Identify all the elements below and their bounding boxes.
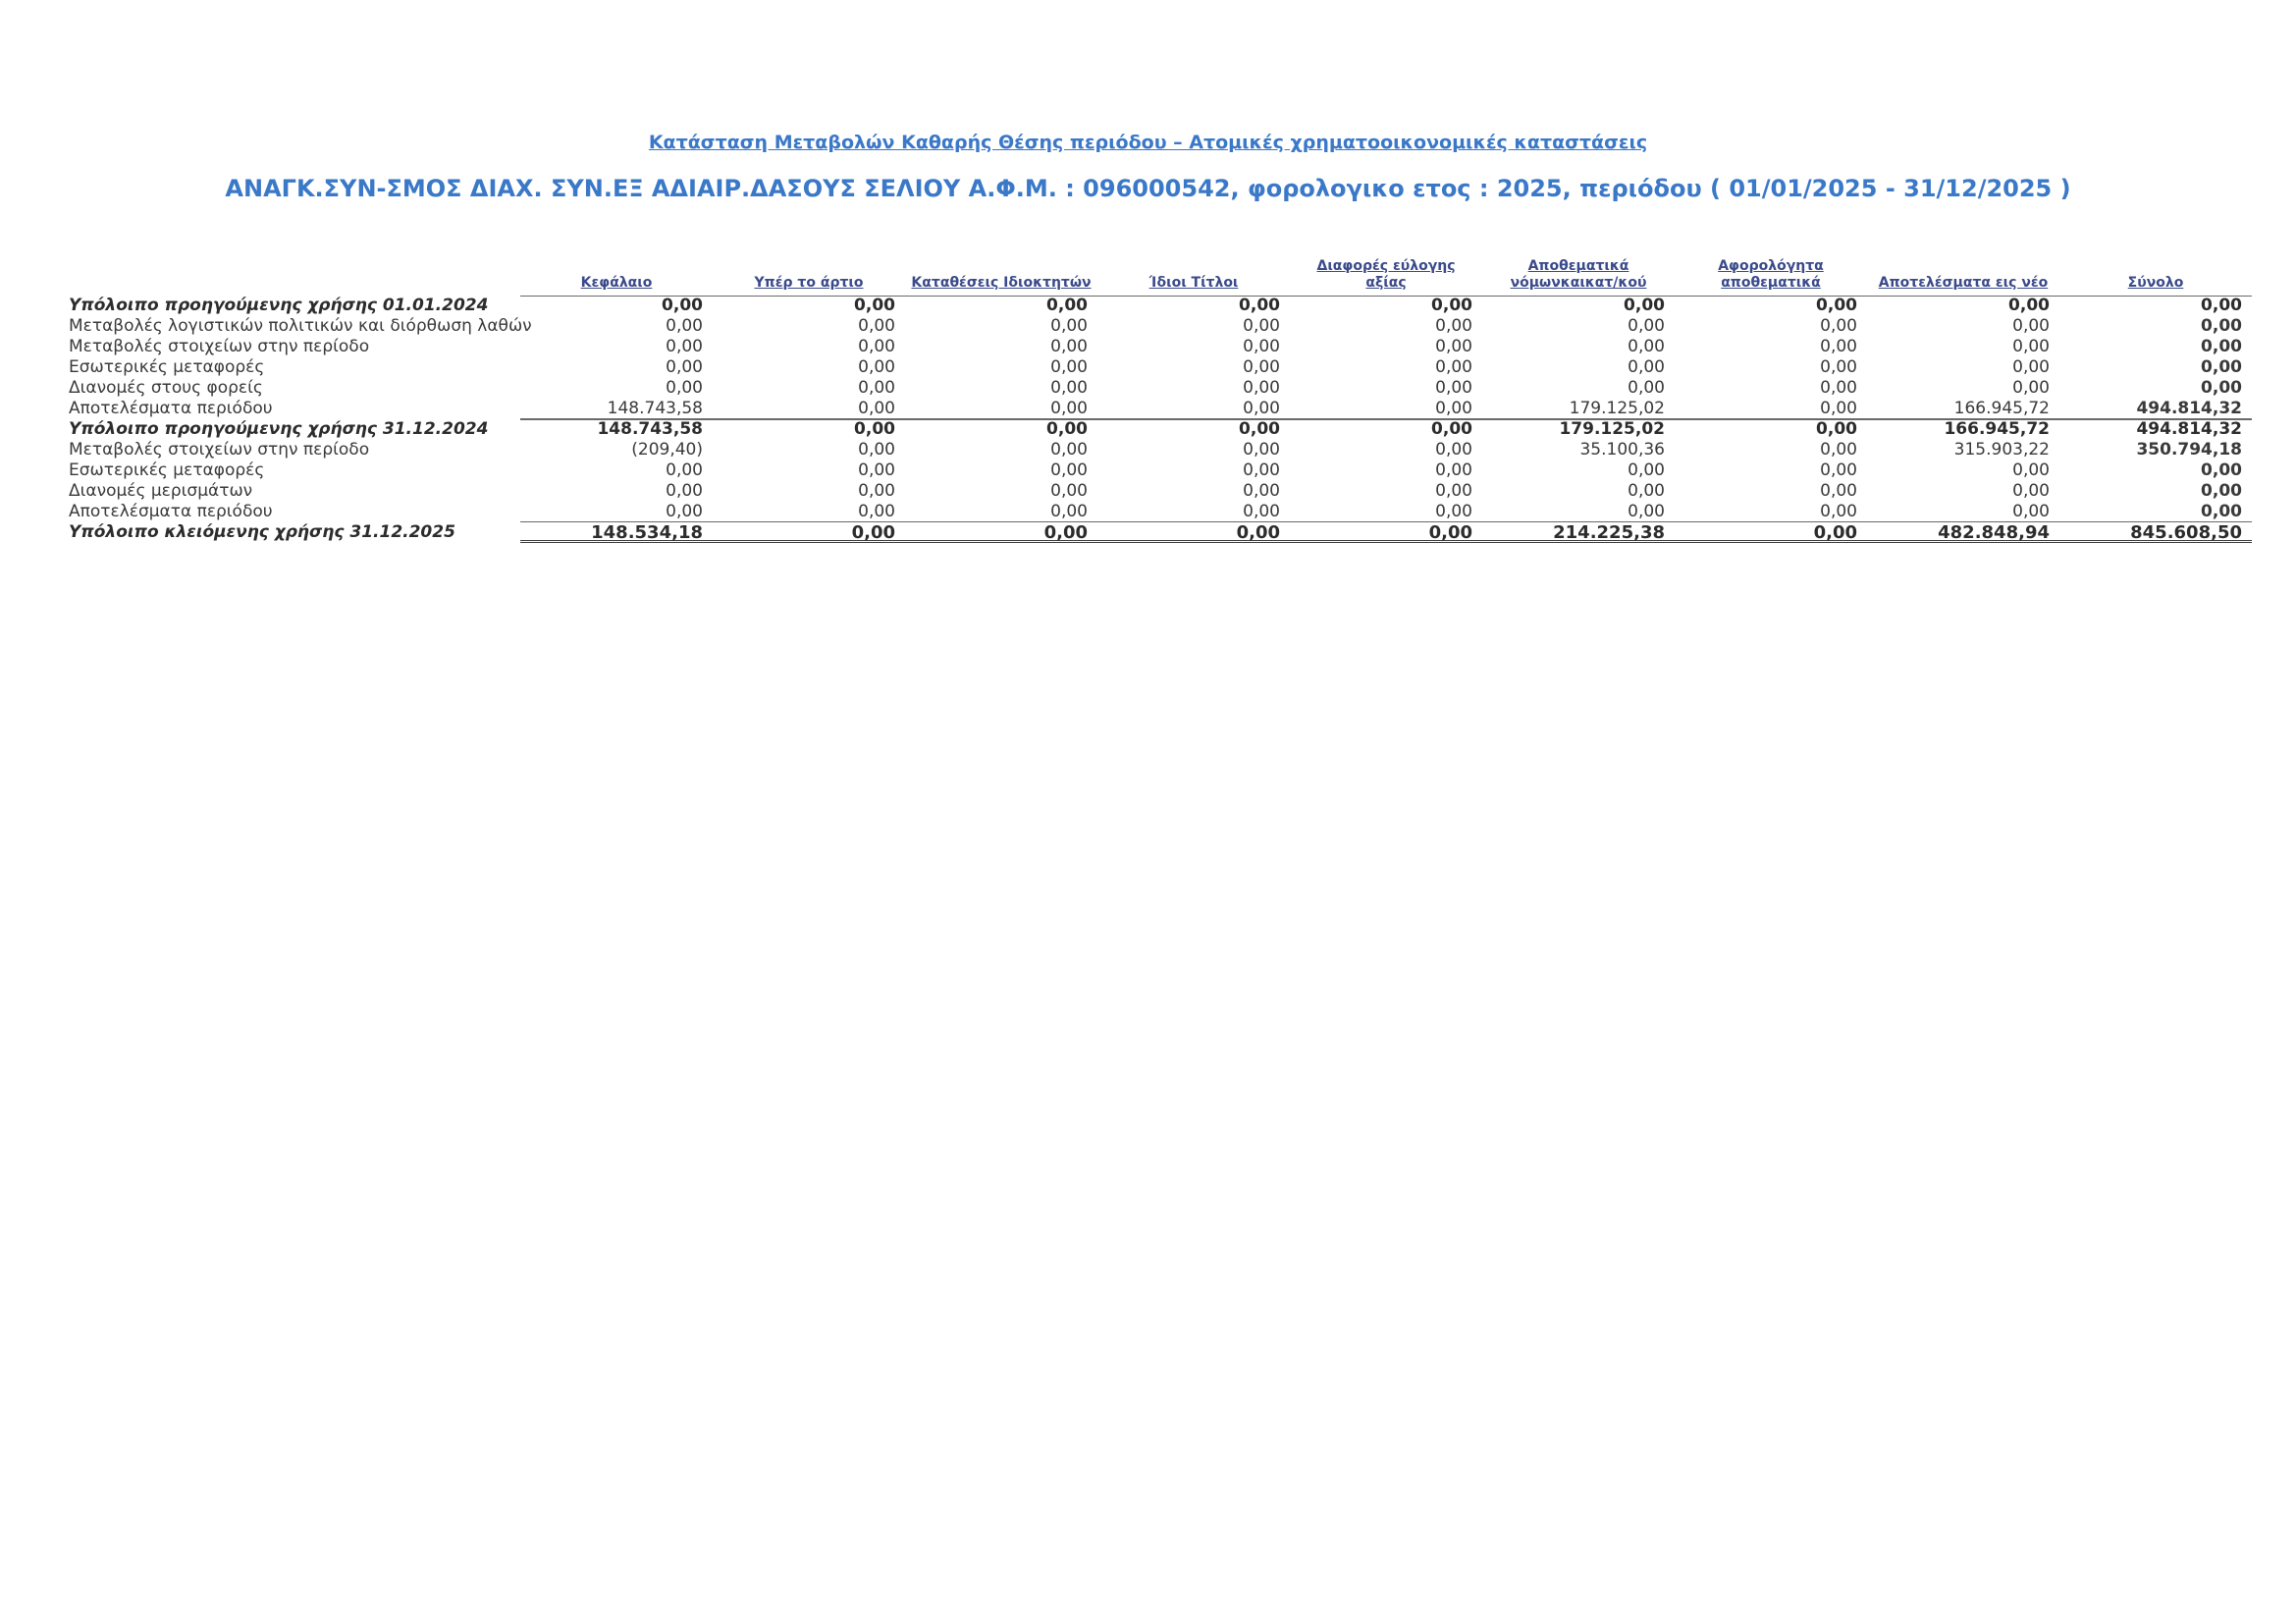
table-cell: 0,00: [2012, 337, 2050, 356]
table-cell: 0,00: [905, 522, 1097, 543]
table-cell: 0,00: [1820, 440, 1857, 460]
table-cell: 0,00: [713, 502, 905, 522]
column-header: Σύνολο: [2127, 275, 2184, 291]
table-cell: 148.743,58: [520, 399, 713, 419]
table-cell: 0,00: [2059, 296, 2252, 316]
table-cell: 0,00: [1820, 316, 1857, 336]
row-label: Υπόλοιπο προηγούμενης χρήσης 31.12.2024: [69, 419, 489, 439]
table-cell: 0,00: [1050, 440, 1088, 460]
table-cell: 0,00: [520, 502, 713, 522]
table-cell: 0,00: [1435, 378, 1472, 398]
table-cell: 0,00: [1243, 440, 1280, 460]
table-cell: 0,00: [1097, 522, 1290, 543]
column-header: Διαφορές εύλογης αξίας: [1316, 258, 1456, 291]
table-cell: 0,00: [1867, 296, 2059, 316]
table-cell: 0,00: [666, 316, 703, 336]
table-cell: 0,00: [1867, 502, 2059, 522]
table-cell: 494.814,32: [2059, 419, 2252, 440]
column-header: Υπέρ το άρτιο: [754, 275, 864, 291]
table-cell: 0,00: [1675, 399, 1867, 419]
table-cell: 0,00: [666, 460, 703, 480]
table-cell: 0,00: [1290, 522, 1482, 543]
table-cell: 0,00: [2201, 378, 2242, 398]
table-cell: 0,00: [2201, 357, 2242, 377]
table-cell: 0,00: [2201, 460, 2242, 480]
table-row: [69, 522, 2258, 543]
table-cell: 0,00: [520, 296, 713, 316]
table-cell: 0,00: [1097, 296, 1290, 316]
table-cell: 0,00: [666, 481, 703, 501]
table-cell: 0,00: [1435, 316, 1472, 336]
table-cell: 0,00: [2059, 502, 2252, 522]
table-cell: 0,00: [2012, 460, 2050, 480]
table-cell: 0,00: [1290, 419, 1482, 440]
row-label: Μεταβολές στοιχείων στην περίοδο: [69, 440, 370, 460]
table-cell: 0,00: [1050, 337, 1088, 356]
table-cell: 0,00: [1820, 337, 1857, 356]
table-cell: 845.608,50: [2059, 522, 2252, 543]
table-row: [69, 460, 2258, 481]
table-cell: 0,00: [1675, 296, 1867, 316]
table-cell: 0,00: [1675, 419, 1867, 440]
table-cell: 482.848,94: [1867, 522, 2059, 543]
row-label: Αποτελέσματα περιόδου: [69, 502, 273, 521]
statement-title: Κατάσταση Μεταβολών Καθαρής Θέσης περιόδου – Ατομικές χρηματοοικονομικές καταστάσεις: [648, 132, 1648, 153]
table-cell: 0,00: [905, 502, 1097, 522]
table-cell: 0,00: [1482, 502, 1675, 522]
table-row: [69, 357, 2258, 378]
table-row: [69, 316, 2258, 337]
table-cell: 0,00: [1482, 296, 1675, 316]
table-cell: 0,00: [1675, 502, 1867, 522]
table-cell: 0,00: [858, 481, 895, 501]
table-row: [69, 337, 2258, 357]
row-label: Υπόλοιπο κλειόμενης χρήσης 31.12.2025: [69, 522, 455, 542]
table-cell: 0,00: [1820, 378, 1857, 398]
row-label: Διανομές μερισμάτων: [69, 481, 253, 501]
table-cell: 0,00: [1097, 419, 1290, 440]
table-cell: 0,00: [858, 378, 895, 398]
table-cell: 0,00: [1243, 316, 1280, 336]
row-label: Διανομές στους φορείς: [69, 378, 263, 398]
table-cell: 0,00: [1097, 502, 1290, 522]
table-cell: 0,00: [713, 296, 905, 316]
table-cell: 0,00: [1243, 357, 1280, 377]
table-cell: 0,00: [1050, 460, 1088, 480]
table-row: [69, 399, 2258, 419]
table-cell: 0,00: [1435, 481, 1472, 501]
table-cell: 0,00: [858, 440, 895, 460]
table-cell: 0,00: [905, 399, 1097, 419]
table-cell: 0,00: [1628, 337, 1665, 356]
column-header: Καταθέσεις Ιδιοκτητών: [911, 275, 1092, 291]
table-row: [69, 419, 2258, 440]
table-cell: 0,00: [1628, 378, 1665, 398]
table-cell: 0,00: [1290, 502, 1482, 522]
table-cell: 0,00: [1435, 460, 1472, 480]
table-cell: 0,00: [1243, 337, 1280, 356]
table-cell: 0,00: [905, 419, 1097, 440]
table-cell: 0,00: [1435, 357, 1472, 377]
table-cell: 0,00: [1820, 357, 1857, 377]
table-cell: 0,00: [1820, 460, 1857, 480]
table-cell: 0,00: [2012, 378, 2050, 398]
table-cell: 0,00: [2012, 316, 2050, 336]
table-cell: 0,00: [1243, 481, 1280, 501]
table-cell: 166.945,72: [1867, 419, 2059, 440]
table-cell: 0,00: [2012, 481, 2050, 501]
table-cell: 0,00: [1675, 522, 1867, 543]
table-cell: 0,00: [858, 316, 895, 336]
table-row: [69, 502, 2258, 522]
table-cell: 0,00: [1435, 337, 1472, 356]
table-cell: 494.814,32: [2059, 399, 2252, 419]
table-cell: 0,00: [2201, 337, 2242, 356]
table-row: [69, 296, 2258, 316]
table-cell: 166.945,72: [1867, 399, 2059, 419]
row-label-header-spacer: [69, 250, 520, 296]
column-header: Αποθεματικά νόμωνκαικατ/κού: [1510, 258, 1647, 291]
column-header: Ίδιοι Τίτλοι: [1148, 275, 1239, 291]
row-label: Μεταβολές στοιχείων στην περίοδο: [69, 337, 370, 356]
table-cell: 0,00: [713, 399, 905, 419]
table-cell: 0,00: [2201, 316, 2242, 336]
table-row: [69, 378, 2258, 399]
table-cell: 0,00: [1290, 296, 1482, 316]
table-cell: 0,00: [1243, 460, 1280, 480]
table-cell: 0,00: [905, 296, 1097, 316]
table-body: [69, 296, 2258, 543]
table-cell: 0,00: [713, 419, 905, 440]
table-cell: 0,00: [1050, 481, 1088, 501]
table-cell: 148.534,18: [520, 522, 713, 543]
table-cell: 179.125,02: [1482, 419, 1675, 440]
column-header: Κεφάλαιο: [580, 275, 653, 291]
row-label: Αποτελέσματα περιόδου: [69, 399, 273, 418]
table-cell: 0,00: [858, 337, 895, 356]
table-cell: 0,00: [1820, 481, 1857, 501]
table-cell: 0,00: [1435, 440, 1472, 460]
table-cell: 0,00: [666, 357, 703, 377]
table-cell: 0,00: [858, 357, 895, 377]
column-header: Αποτελέσματα εις νέο: [1878, 275, 2049, 291]
table-cell: 0,00: [1628, 316, 1665, 336]
table-cell: 0,00: [1097, 399, 1290, 419]
table-cell: 0,00: [2201, 481, 2242, 501]
table-cell: 0,00: [1628, 460, 1665, 480]
table-cell: 0,00: [1050, 316, 1088, 336]
table-cell: 179.125,02: [1482, 399, 1675, 419]
table-cell: 0,00: [1628, 357, 1665, 377]
table-row: [69, 481, 2258, 502]
table-cell: 0,00: [1290, 399, 1482, 419]
row-label: Υπόλοιπο προηγούμενης χρήσης 01.01.2024: [69, 296, 489, 315]
table-cell: 315.903,22: [1953, 440, 2050, 460]
company-header: ΑΝΑΓΚ.ΣΥΝ-ΣΜΟΣ ΔΙΑΧ. ΣΥΝ.ΕΞ ΑΔΙΑΙΡ.ΔΑΣΟΥΣ ΣΕΛΙΟΥ Α.Φ.Μ. : 096000542, φορολογικο ετος : 2025, περιόδου ( 01/01/2025 - 31/12/2025 ): [225, 175, 2071, 202]
table-cell: 0,00: [1050, 357, 1088, 377]
table-cell: 214.225,38: [1482, 522, 1675, 543]
table-row: [69, 440, 2258, 460]
table-cell: (209,40): [631, 440, 703, 460]
column-header-row: [69, 250, 2258, 296]
table-cell: 0,00: [1050, 378, 1088, 398]
equity-changes-table: [69, 250, 2258, 543]
row-label: Μεταβολές λογιστικών πολιτικών και διόρθωση λαθών: [69, 316, 532, 336]
row-label: Εσωτερικές μεταφορές: [69, 357, 265, 377]
table-cell: 0,00: [1628, 481, 1665, 501]
column-header: Αφορολόγητα αποθεματικά: [1718, 258, 1824, 291]
table-cell: 148.743,58: [520, 419, 713, 440]
table-cell: 0,00: [858, 460, 895, 480]
table-cell: 350.794,18: [2136, 440, 2242, 460]
row-label: Εσωτερικές μεταφορές: [69, 460, 265, 480]
table-cell: 0,00: [666, 337, 703, 356]
table-cell: 0,00: [1243, 378, 1280, 398]
table-cell: 35.100,36: [1579, 440, 1665, 460]
table-cell: 0,00: [666, 378, 703, 398]
table-cell: 0,00: [713, 522, 905, 543]
table-cell: 0,00: [2012, 357, 2050, 377]
